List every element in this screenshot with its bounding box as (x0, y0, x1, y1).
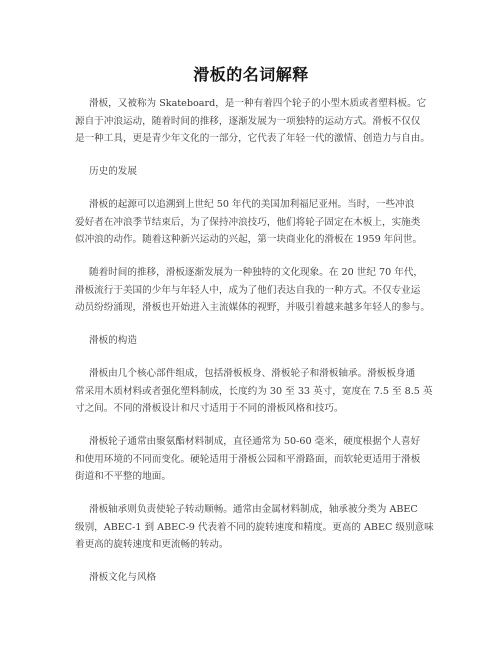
document-title: 滑板的名词解释 (193, 65, 309, 84)
paragraph-line: 随着时间的推移，滑板逐渐发展为一种独特的文化现象。在 20 世纪 70 年代， (89, 267, 424, 278)
section-heading-structure (75, 332, 437, 350)
paragraph-line: 寸之间。不同的滑板设计和尺寸适用于不同的滑板风格和技巧。 (75, 403, 344, 414)
structure-paragraph-bearings (75, 501, 437, 554)
paragraph-line: 似冲浪的动作。随着这种新兴运动的兴起，第一块商业化的滑板在 1959 年问世。 (75, 234, 423, 245)
section-heading: 滑板的构造 (89, 335, 137, 346)
section-heading: 历史的发展 (89, 166, 137, 177)
paragraph-line: 滑板轮子通常由聚氨酯材料制成，直径通常为 50-60 毫米，硬度根据个人喜好 (89, 436, 421, 447)
paragraph-line: 滑板流行于美国的少年与年轻人中，成为了他们表达自我的一种方式。不仅专业运 (75, 284, 421, 296)
paragraph-line: 街道和不平整的地面。 (75, 471, 171, 482)
section-heading-culture (75, 569, 437, 587)
intro-paragraph (75, 95, 437, 148)
paragraph-line: 滑板由几个核心部件组成，包括滑板板身、滑板轮子和滑板轴承。滑板板身通 (89, 368, 416, 379)
history-paragraph-1 (75, 196, 437, 249)
history-paragraph-2 (75, 264, 437, 317)
paragraph-line: 滑板的起源可以追溯到上世纪 50 年代的美国加利福尼亚州。当时，一些冲浪 (89, 199, 415, 210)
paragraph-line: 常采用木质材料或者强化塑料制成，长度约为 30 至 33 英寸，宽度在 7.5 至 8.5 英 (75, 385, 433, 397)
structure-paragraph-deck (75, 365, 437, 418)
paragraph-line: 滑板轴承则负责使轮子转动顺畅。通常由金属材料制成，轴承被分类为 ABEC (89, 504, 418, 515)
paragraph-line: 滑板，又被称为 Skateboard，是一种有着四个轮子的小型木质或者塑料板。它 (89, 98, 427, 109)
structure-paragraph-wheels (75, 433, 437, 486)
section-heading: 滑板文化与风格 (89, 572, 157, 583)
paragraph-line: 源自于冲浪运动，随着时间的推移，逐渐发展为一项独特的运动方式。滑板不仅仅 (75, 115, 421, 127)
paragraph-line: 级别，ABEC-1 到 ABEC-9 代表着不同的旋转速度和精度。更高的 ABEC 级别意味 (75, 521, 434, 533)
paragraph-line: 是一种工具，更是青少年文化的一部分，它代表了年轻一代的激情、创造力与自由。 (75, 133, 430, 144)
paragraph-line: 爱好者在冲浪季节结束后，为了保持冲浪技巧，他们将轮子固定在木板上，实施类 (75, 216, 421, 228)
section-heading-history (75, 163, 437, 181)
paragraph-line: 着更高的旋转速度和更流畅的转动。 (75, 539, 229, 550)
paragraph-line: 动员纷纷涌现，滑板也开始进入主流媒体的视野，并吸引着越来越多年轻人的参与。 (75, 302, 430, 313)
paragraph-line: 和使用环境的不同而变化。硬轮适用于滑板公园和平滑路面，而软轮更适用于滑板 (75, 453, 421, 465)
